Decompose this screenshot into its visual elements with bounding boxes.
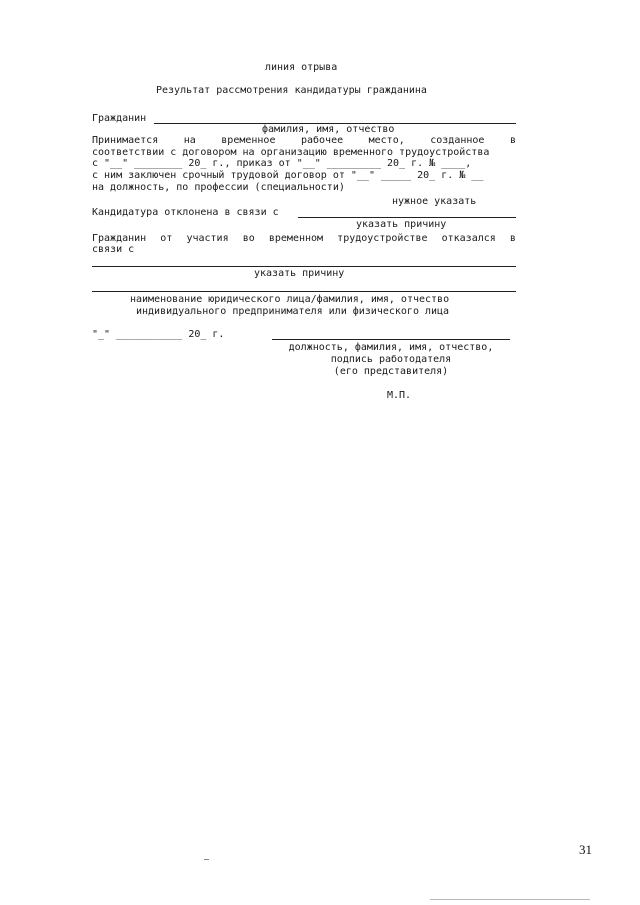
signer-caption-2: подпись работодателя bbox=[330, 354, 452, 365]
tear-line-label: линия отрыва bbox=[265, 62, 338, 73]
reason-caption-2: указать причину bbox=[254, 268, 345, 279]
refused-word: в bbox=[509, 233, 516, 244]
page-number: 31 bbox=[579, 842, 592, 857]
rejected-label: Кандидатура отклонена в связи с bbox=[92, 207, 279, 218]
rejected-reason-field[interactable] bbox=[298, 217, 516, 218]
refused-line-2: связи с bbox=[92, 244, 135, 255]
scan-speck bbox=[430, 899, 590, 900]
accepted-line-3: с "__" ________ 20_ г., приказ от "__" _________ 20_ г. № ____, bbox=[92, 158, 472, 169]
refused-reason-field[interactable] bbox=[92, 266, 516, 267]
entity-caption-2: индивидуального предпринимателя или физического лица bbox=[136, 306, 450, 317]
entity-caption-1: наименование юридического лица/фамилия, имя, отчество bbox=[130, 294, 450, 305]
signer-caption-3: (его представителя) bbox=[333, 366, 449, 377]
refused-word: трудоустройстве bbox=[337, 233, 428, 244]
specify-note: нужное указать bbox=[392, 196, 477, 207]
accepted-word: в bbox=[509, 135, 516, 146]
accepted-word: место, bbox=[368, 135, 405, 146]
citizen-name-caption: фамилия, имя, отчество bbox=[262, 124, 395, 135]
refused-word: Гражданин bbox=[92, 233, 147, 244]
employer-name-field[interactable] bbox=[92, 291, 516, 292]
accepted-line-1 bbox=[92, 135, 516, 146]
accepted-word: созданное bbox=[430, 135, 485, 146]
date-line: "_" ___________ 20_ г. bbox=[92, 329, 225, 340]
form-title: Результат рассмотрения кандидатуры гражданина bbox=[156, 85, 427, 96]
accepted-word: временное bbox=[221, 135, 276, 146]
refused-word: во bbox=[242, 233, 255, 244]
refused-word: временном bbox=[268, 233, 324, 244]
scan-speck bbox=[204, 859, 209, 860]
seal-placeholder: М.П. bbox=[387, 390, 412, 401]
refused-word: отказался bbox=[441, 233, 496, 244]
refused-word: от bbox=[160, 233, 173, 244]
accepted-line-4: с ним заключен срочный трудовой договор от "__" _____ 20_ г. № __ bbox=[92, 170, 484, 181]
refused-line-1 bbox=[92, 233, 516, 244]
accepted-line-2: соответствии с договором на организацию временного трудоустройства bbox=[92, 147, 490, 158]
signer-caption-1: должность, фамилия, имя, отчество, bbox=[288, 342, 494, 353]
citizen-label: Гражданин bbox=[92, 113, 147, 124]
accepted-word: рабочее bbox=[300, 135, 344, 146]
refused-word: участия bbox=[186, 233, 229, 244]
accepted-word: Принимается bbox=[92, 135, 159, 146]
accepted-line-5: на должность, по профессии (специальности) bbox=[92, 182, 345, 193]
signature-field[interactable] bbox=[272, 339, 510, 340]
reason-caption-1: указать причину bbox=[356, 219, 447, 230]
accepted-word: на bbox=[183, 135, 196, 146]
